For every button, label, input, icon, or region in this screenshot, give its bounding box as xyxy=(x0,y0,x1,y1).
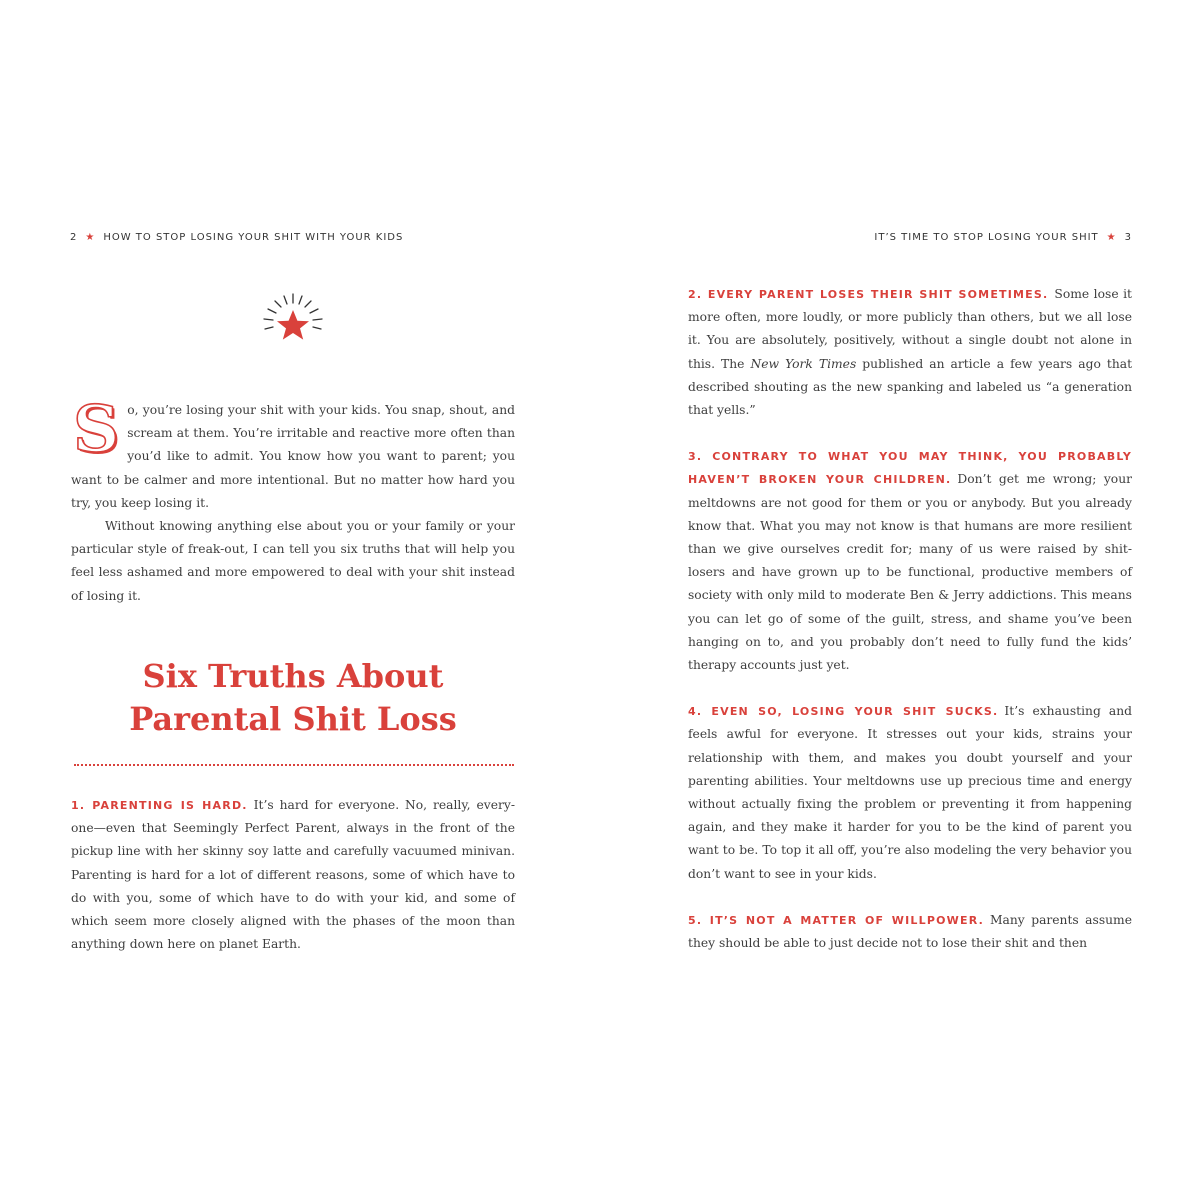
truth-1-text: It’s hard for everyone. No, really, everyone—even that Seemingly Perfect Parent, always in the front of the pickup line with her skinny soy latte and carefully vacuumed minivan. Parenting is hard for a lot of different reasons, some of which have to do with you, some of which have to do with your kid, and some of which seem more closely aligned with the phases of the moon than anything down here on planet Earth. xyxy=(71,798,515,952)
truth-3-heading: 3. CONTRARY TO WHAT YOU MAY THINK, YOU PROBABLY HAVEN’T BROKEN YOUR CHILDREN. xyxy=(688,450,1132,487)
right-page-number: 3 xyxy=(1124,232,1132,243)
truth-4 xyxy=(688,700,1132,886)
truth-2-text: Some lose it more often, more loudly, or more publicly than others, but we all lose it. You are absolutely, positively, without a single doubt not alone in this. The xyxy=(688,287,1132,371)
section-title xyxy=(70,655,516,741)
truth-4-text: It’s exhausting and feels awful for everyone. It stresses out your kids, strains your relationship with them, and makes you doubt yourself and your parenting abilities. Your meltdowns use up precious time and energy without actually fixing the problem or preventing it from happening again, and they make it harder for you to be the kind of parent you want to be. To top it all off, you’re also modeling the very behavior you don’t want to see in your kids. xyxy=(688,704,1132,881)
right-running-head-title: IT’S TIME TO STOP LOSING YOUR SHIT xyxy=(874,232,1099,243)
left-page-number: 2 xyxy=(70,232,78,243)
truth-5-text: Many parents assume they should be able to just decide not to lose their shit and then xyxy=(688,912,1132,951)
star-icon: ★ xyxy=(1106,232,1117,243)
truth-3-text: Don’t get me wrong; your meltdowns are not good for them or you or anybody. But you already know that. What you may not know is that humans are more resilient than we give ourselves credit for; many of us were raised by shit-losers and have grown up to be functional, productive members of society with only mild to moderate Ben & Jerry addictions. This means you can let go of some of the guilt, stress, and shame you’ve been hanging on to, and you probably don’t need to fully fund the kids’ therapy accounts just yet. xyxy=(688,472,1132,673)
truth-5 xyxy=(688,909,1132,955)
truth-1 xyxy=(71,794,515,956)
star-icon: ★ xyxy=(85,232,96,243)
section-title-line-2: Parental Shit Loss xyxy=(129,700,457,738)
left-running-head xyxy=(70,232,403,243)
left-running-head-title: HOW TO STOP LOSING YOUR SHIT WITH YOUR KIDS xyxy=(103,232,404,243)
intro-paragraph-1: o, you’re losing your shit with your kids. You snap, shout, and scream at them. You’re irritable and reactive more often than you’d like to admit. You know how you want to parent; you want to be calmer and more intentional. But no matter how hard you try, you keep losing it. xyxy=(71,403,515,510)
truth-4-heading: 4. EVEN SO, LOSING YOUR SHIT SUCKS. xyxy=(688,705,999,719)
truth-2-text-after: published an article a few years ago that described shouting as the new spanking and labeled us “a generation that yells.” xyxy=(688,356,1133,418)
star-burst-icon xyxy=(255,288,331,350)
right-page xyxy=(600,0,1200,1200)
truth-2-heading: 2. EVERY PARENT LOSES THEIR SHIT SOMETIMES. xyxy=(688,288,1049,301)
truth-2-italic: New York Times xyxy=(750,356,857,371)
truth-2 xyxy=(688,283,1132,422)
intro-paragraph-2: Without knowing anything else about you or your family or your particular style of freak-out, I can tell you six truths that will help you feel less ashamed and more empowered to deal with your shit instead of losing it. xyxy=(71,519,515,603)
right-running-head xyxy=(874,232,1132,243)
truth-1-heading: 1. PARENTING IS HARD. xyxy=(71,799,248,812)
truth-5-heading: 5. IT’S NOT A MATTER OF WILLPOWER. xyxy=(688,913,984,927)
drop-cap: S xyxy=(73,392,120,467)
section-title-line-1: Six Truths About xyxy=(142,657,444,695)
truths-list xyxy=(688,283,1132,978)
truth-3 xyxy=(688,445,1132,677)
dotted-divider xyxy=(74,764,514,766)
intro-text xyxy=(71,392,515,608)
